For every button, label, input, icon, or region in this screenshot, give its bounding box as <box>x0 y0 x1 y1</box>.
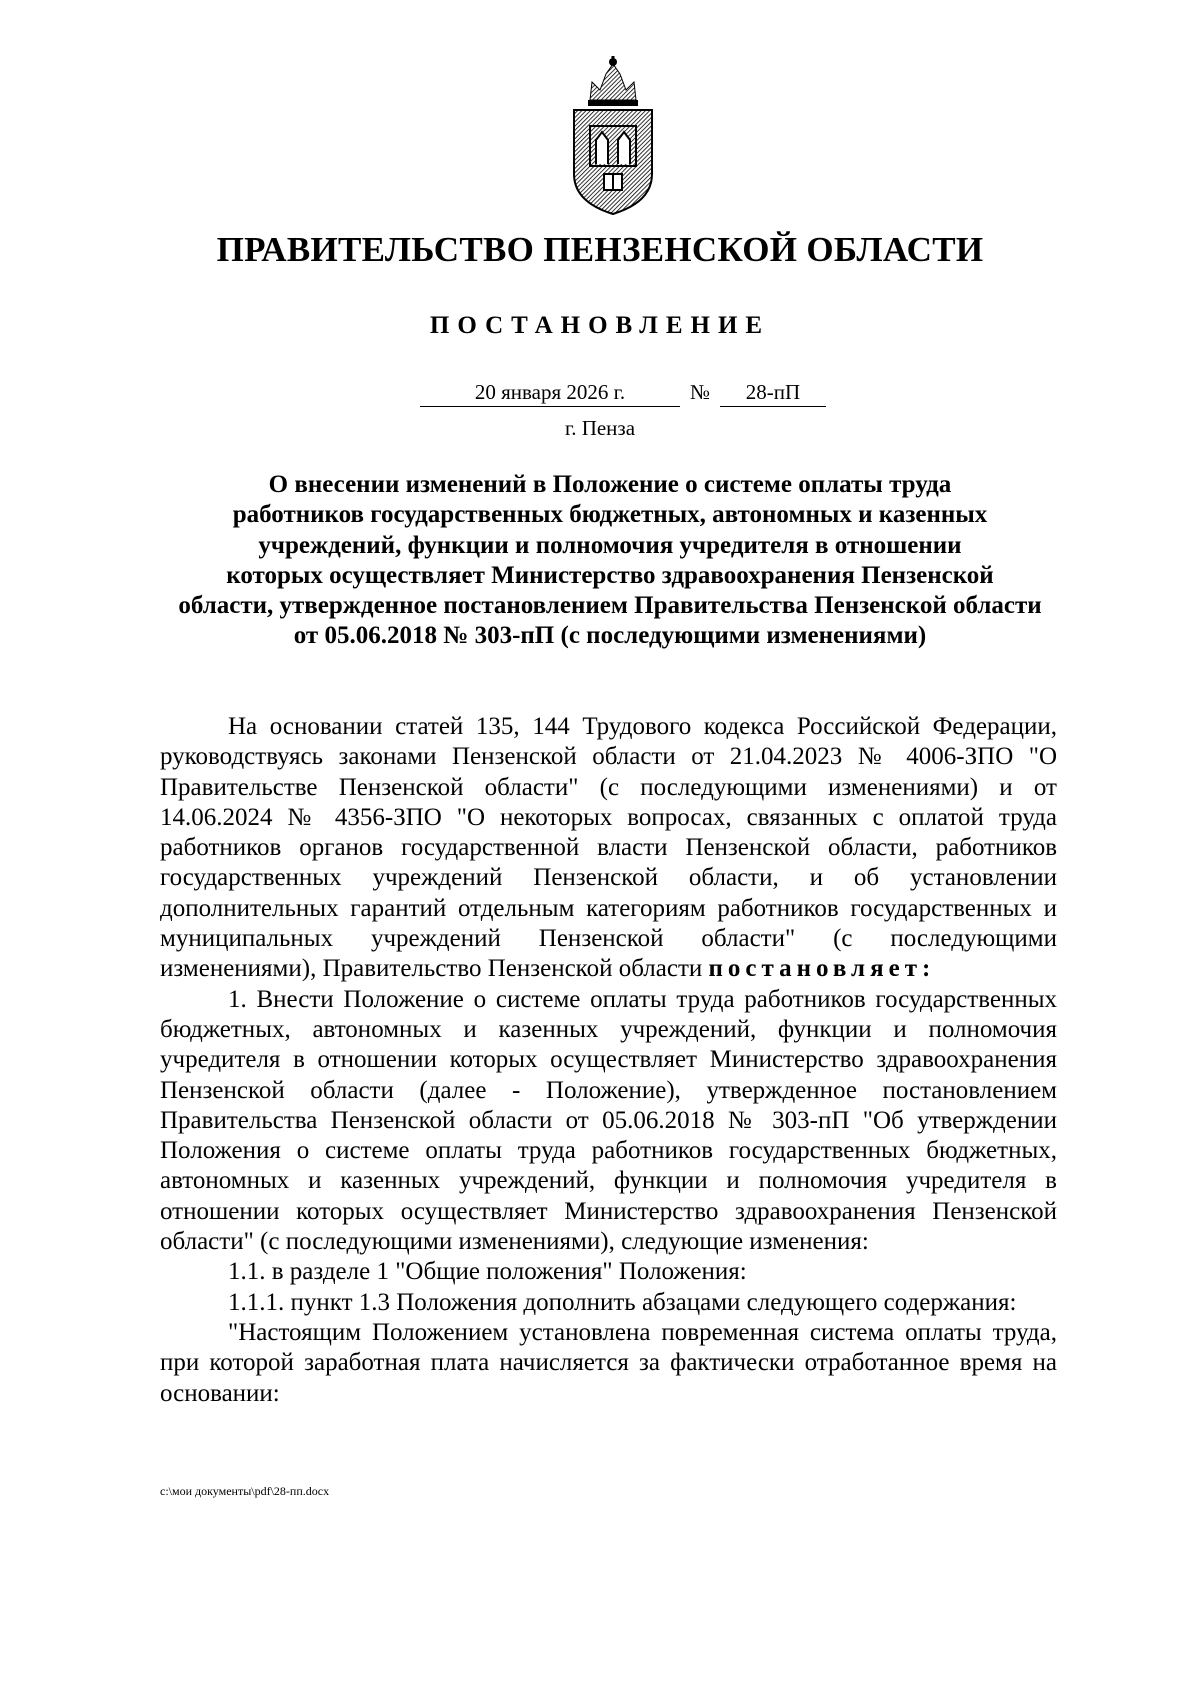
document-type: ПОСТАНОВЛЕНИЕ <box>429 312 771 339</box>
title-line: области, утвержденное постановлением Правительства Пензенской области <box>178 592 1042 620</box>
date-number-line <box>0 378 1200 408</box>
title-line: работников государственных бюджетных, автономных и казенных <box>232 501 988 529</box>
paragraph-text: На основании статей 135, 144 Трудового кодекса Российской Федерации, руководствуясь законами Пензенской области от 21.04.2023 № 4006-ЗПО "О Правительстве Пензенской области" (с последующими изменениями) и от 14.06.2024 № 4356-ЗПО "О некоторых вопросах, связанных с оплатой труда работников органов государственной власти Пензенской области, работников государственных учреждений Пензенской области, и об установлении дополнительных гарантий отдельным категориям работников государственных и муниципальных учреждений Пензенской области" (с последующими изменениями), Правительство Пензенской области <box>160 713 1057 983</box>
file-path-footer: c:\мои документы\pdf\28-пп.docx <box>160 1484 330 1498</box>
title-line: О внесении изменений в Положение о системе оплаты труда <box>268 471 952 498</box>
body-paragraph: "Настоящим Положением установлена повременная система оплаты труда, при которой заработная плата начисляется за фактически отработанное время на основании: <box>160 1318 1057 1407</box>
city-name: г. Пенза <box>564 416 636 440</box>
document-title <box>160 470 1060 652</box>
body-paragraph: 1.1. в разделе 1 "Общие положения" Положения: <box>228 1258 747 1286</box>
title-line: которых осуществляет Министерство здравоохранения Пензенской <box>226 561 994 589</box>
number-sign: № <box>690 380 711 404</box>
title-line: учреждений, функции и полномочия учредителя в отношении <box>258 531 962 559</box>
body-paragraph: 1.1.1. пункт 1.3 Положения дополнить абзацами следующего содержания: <box>228 1288 1017 1316</box>
document-date: 20 января 2026 г. <box>420 378 680 407</box>
document-body <box>160 712 1057 1409</box>
resolution-keyword: постановляет: <box>708 955 936 983</box>
coat-of-arms-icon <box>568 56 658 216</box>
document-number: 28-пП <box>720 378 826 407</box>
body-paragraph: 1. Внести Положение о системе оплаты труда работников государственных бюджетных, автономных и казенных учреждений, функции и полномочия учредителя в отношении которых осуществляет Министерство здравоохранения Пензенской области (далее - Положение), утвержденное постановлением Правительства Пензенской области от 05.06.2018 № 303-пП "Об утверждении Положения о системе оплаты труда работников государственных бюджетных, автономных и казенных учреждений, функции и полномочия учредителя в отношении которых осуществляет Министерство здравоохранения Пензенской области" (с последующими изменениями), следующие изменения: <box>160 985 1057 1256</box>
title-line: от 05.06.2018 № 303-пП (с последующими изменениями) <box>293 622 927 650</box>
body-paragraph <box>160 712 1057 985</box>
organization-title: ПРАВИТЕЛЬСТВО ПЕНЗЕНСКОЙ ОБЛАСТИ <box>216 230 984 269</box>
